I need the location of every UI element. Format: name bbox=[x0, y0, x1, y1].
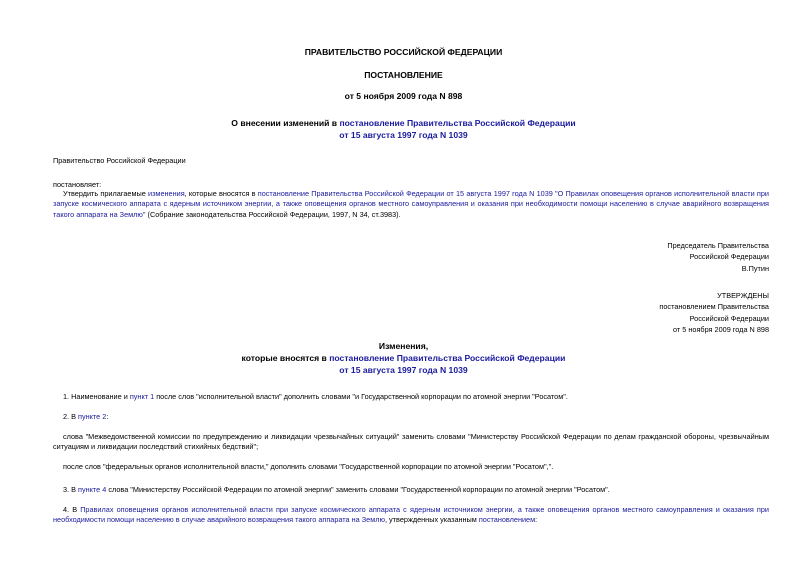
item-4 bbox=[53, 505, 769, 526]
changes-title-link2[interactable]: от 15 августа 1997 года N 1039 bbox=[339, 365, 468, 376]
intro-p1-post: (Собрание законодательства Российской Федерации, 1997, N 34, ст.3983). bbox=[145, 209, 401, 219]
resolution-link[interactable]: постановление Правительства Российской Федерации от 15 августа 1997 года N 1039 "О Правилах оповещения органов исполнительной власти при запуске космического аппарата с ядерным источником энергии, а также оповещения органов местного самоуправления и оказания при необходимости помощи населению в случае аварийного возвращения такого аппарата на Землю" bbox=[53, 189, 769, 219]
item-2-pre: 2. В bbox=[63, 412, 79, 421]
item-2-post: : bbox=[106, 412, 109, 421]
item-3-link[interactable]: пункте 4 bbox=[78, 485, 107, 494]
item-2a: слова "Межведомственной комиссии по предупреждению и ликвидации чрезвычайных ситуаций" заменить словами "Министерству Российской Федерации по делам гражданской обороны, чрезвычайным ситуациям и ликвидации последствий стихийных бедствий"; bbox=[53, 432, 769, 452]
doc-type-heading: ПОСТАНОВЛЕНИЕ bbox=[364, 70, 443, 80]
item-2-link[interactable]: пункте 2 bbox=[78, 412, 107, 421]
approved-line2: постановлением Правительства bbox=[659, 302, 769, 312]
item-4-rules-link[interactable]: Правилах оповещения органов исполнительной власти при запуске космического аппарата с ядерным источником энергии, а также оповещения органов местного самоуправления и оказания при необходимости помощи населению в случае аварийного возвращения такого аппарата на Землю bbox=[53, 505, 769, 525]
item-1-link[interactable]: пункт 1 bbox=[129, 392, 155, 401]
government-heading: ПРАВИТЕЛЬСТВО РОССИЙСКОЙ ФЕДЕРАЦИИ bbox=[304, 47, 503, 57]
item-3-post: слова "Министерству Российской Федерации по атомной энергии" заменить словами "Государственной корпорации по атомной энергии "Росатом". bbox=[106, 485, 610, 494]
approved-line3: Российской Федерации bbox=[689, 313, 769, 323]
item-3 bbox=[53, 485, 769, 495]
item-1-pre: 1. Наименование и bbox=[63, 392, 130, 401]
doc-date: от 5 ноября 2009 года N 898 bbox=[344, 91, 463, 101]
doc-title-prefix: О внесении изменений в bbox=[231, 118, 340, 128]
item-2b: после слов "федеральных органов исполнительной власти," дополнить словами "Государственной корпорации по атомной энергии "Росатом",". bbox=[63, 462, 554, 471]
signature-name: В.Путин bbox=[741, 263, 769, 273]
item-3-pre: 3. В bbox=[63, 485, 79, 494]
approved-line1: УТВЕРЖДЕНЫ bbox=[717, 291, 769, 300]
intro-paragraph bbox=[53, 189, 769, 220]
item-1 bbox=[53, 392, 769, 402]
item-1-post: после слов "исполнительной власти" дополнить словами "и Государственной корпорации по атомной энергии "Росатом". bbox=[154, 392, 568, 401]
title-link-line1[interactable]: постановление Правительства Российской Федерации bbox=[339, 118, 576, 128]
intro-p1-pre: Утвердить прилагаемые bbox=[63, 189, 148, 198]
intro-government: Правительство Российской Федерации bbox=[53, 156, 186, 165]
signature-line1: Председатель Правительства bbox=[667, 241, 769, 250]
approved-block bbox=[659, 290, 769, 335]
signature-block bbox=[667, 240, 769, 274]
changes-title-link1[interactable]: постановление Правительства Российской Федерации bbox=[329, 353, 566, 364]
item-4-mid: , утвержденных указанным bbox=[384, 515, 479, 525]
approved-line4: от 5 ноября 2009 года N 898 bbox=[673, 324, 769, 334]
item-4-post: : bbox=[535, 515, 538, 525]
doc-title bbox=[0, 117, 807, 141]
signature-line2: Российской Федерации bbox=[689, 252, 769, 262]
changes-title-pre: которые вносятся в bbox=[241, 353, 330, 364]
item-4-resolution-link[interactable]: постановлением bbox=[478, 515, 536, 525]
title-link-line2[interactable]: от 15 августа 1997 года N 1039 bbox=[339, 130, 468, 141]
item-2 bbox=[53, 412, 769, 422]
changes-title bbox=[0, 340, 807, 376]
changes-link[interactable]: изменения bbox=[148, 189, 185, 198]
intro-decides: постановляет: bbox=[53, 180, 102, 189]
changes-title-line1: Изменения, bbox=[378, 341, 429, 351]
item-4-pre: 4. В bbox=[63, 505, 81, 514]
intro-p1-mid: , которые вносятся в bbox=[184, 189, 258, 198]
